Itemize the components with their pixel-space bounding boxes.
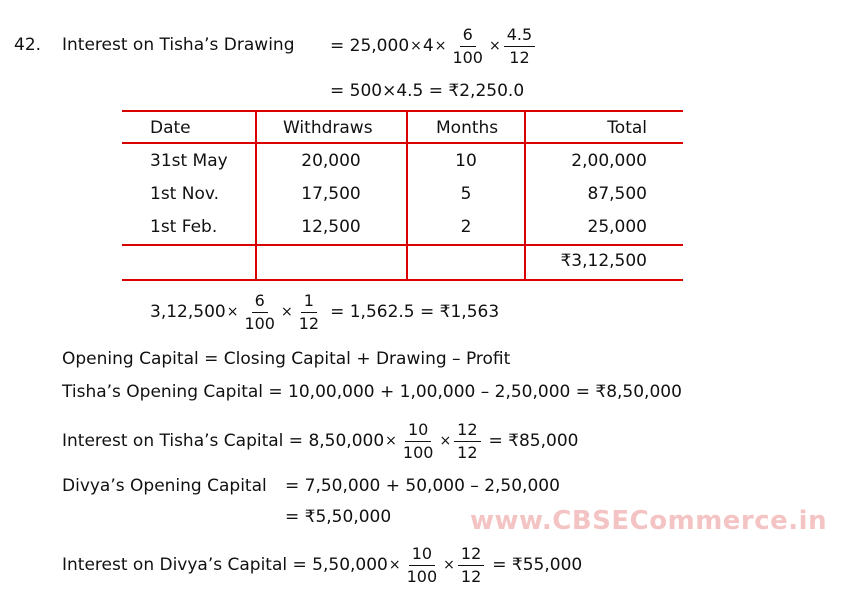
table-col-divider <box>255 110 257 281</box>
tisha-interest-label: Interest on Tisha’s Capital = 8,50,000 <box>62 431 385 451</box>
tisha-interest-result: = ₹85,000 <box>488 431 579 451</box>
fraction-numerator: 12 <box>454 421 480 442</box>
times-sign: × <box>434 38 447 54</box>
fraction-numerator: 10 <box>405 421 431 442</box>
table-cell-total: 25,000 <box>587 217 647 237</box>
drawing-interest-result: = 500×4.5 = ₹2,250.0 <box>330 81 525 101</box>
times-sign: × <box>443 557 455 573</box>
eq1-multiplier: 4 <box>422 36 434 56</box>
fraction-numerator: 1 <box>301 292 317 313</box>
fraction-denominator: 12 <box>460 566 482 586</box>
table-cell-months: 2 <box>460 217 472 237</box>
fraction-numerator: 10 <box>409 545 435 566</box>
times-sign: × <box>410 38 422 54</box>
drawing-interest-equation <box>330 24 537 68</box>
fraction-denominator: 100 <box>406 566 438 586</box>
divya-capital-interest <box>62 543 582 587</box>
fraction <box>504 26 535 67</box>
drawing-interest-label: Interest on Tisha’s Drawing <box>62 35 295 55</box>
table-header-line <box>122 142 683 144</box>
fraction-denominator: 100 <box>402 442 434 462</box>
table-cell-date: 1st Feb. <box>150 217 218 237</box>
fraction <box>400 421 437 462</box>
times-sign: × <box>439 433 452 449</box>
calc-base: 3,12,500 <box>150 302 226 322</box>
table-grand-total: ₹3,12,500 <box>560 251 647 271</box>
drawing-interest-calc <box>150 290 499 334</box>
times-sign: × <box>280 304 293 320</box>
table-header-date: Date <box>150 118 191 138</box>
fraction-numerator: 6 <box>460 26 476 47</box>
fraction <box>458 545 484 586</box>
table-cell-months: 10 <box>455 151 477 171</box>
times-sign: × <box>488 38 501 54</box>
fraction-numerator: 6 <box>252 292 268 313</box>
table-cell-withdraws: 20,000 <box>301 151 361 171</box>
table-col-divider <box>524 110 526 281</box>
table-cell-total: 87,500 <box>587 184 647 204</box>
watermark: www.CBSECommerce.in <box>470 506 828 536</box>
table-cell-date: 31st May <box>150 151 228 171</box>
times-sign: × <box>388 557 401 573</box>
fraction-numerator: 12 <box>458 545 484 566</box>
table-cell-withdraws: 12,500 <box>301 217 361 237</box>
fraction <box>296 292 322 333</box>
divya-opening-label: Divya’s Opening Capital <box>62 476 267 496</box>
times-sign: × <box>226 304 239 320</box>
table-cell-months: 5 <box>460 184 472 204</box>
fraction <box>449 26 486 67</box>
divya-opening-line1: = 7,50,000 + 50,000 – 2,50,000 <box>285 476 560 496</box>
table-cell-date: 1st Nov. <box>150 184 220 204</box>
table-total-line <box>122 244 683 246</box>
fraction-denominator: 100 <box>244 313 275 333</box>
table-col-divider <box>406 110 408 281</box>
fraction <box>404 545 441 586</box>
fraction-denominator: 12 <box>298 313 320 333</box>
table-header-withdraws: Withdraws <box>283 118 373 138</box>
table-cell-withdraws: 17,500 <box>301 184 361 204</box>
fraction-denominator: 100 <box>452 47 483 67</box>
table-header-total: Total <box>607 118 647 138</box>
calc-result: = 1,562.5 = ₹1,563 <box>330 302 500 322</box>
divya-opening-line2: = ₹5,50,000 <box>285 507 392 527</box>
divya-interest-result: = ₹55,000 <box>492 555 583 575</box>
tisha-opening-capital: Tisha’s Opening Capital = 10,00,000 + 1,00,000 – 2,50,000 = ₹8,50,000 <box>62 382 682 402</box>
opening-capital-formula: Opening Capital = Closing Capital + Drawing – Profit <box>62 349 511 369</box>
table-top-line <box>122 110 683 112</box>
table-cell-total: 2,00,000 <box>571 151 647 171</box>
table-bottom-line <box>122 279 683 281</box>
question-number: 42. <box>14 35 42 55</box>
eq1-lhs: = 25,000 <box>330 36 410 56</box>
divya-interest-label: Interest on Divya’s Capital = 5,50,000 <box>62 555 388 575</box>
fraction-denominator: 12 <box>509 47 530 67</box>
fraction <box>241 292 278 333</box>
fraction-numerator: 4.5 <box>504 26 535 47</box>
times-sign: × <box>385 433 397 449</box>
fraction-denominator: 12 <box>457 442 478 462</box>
table-header-months: Months <box>436 118 499 138</box>
tisha-capital-interest <box>62 419 578 463</box>
fraction <box>454 421 480 462</box>
